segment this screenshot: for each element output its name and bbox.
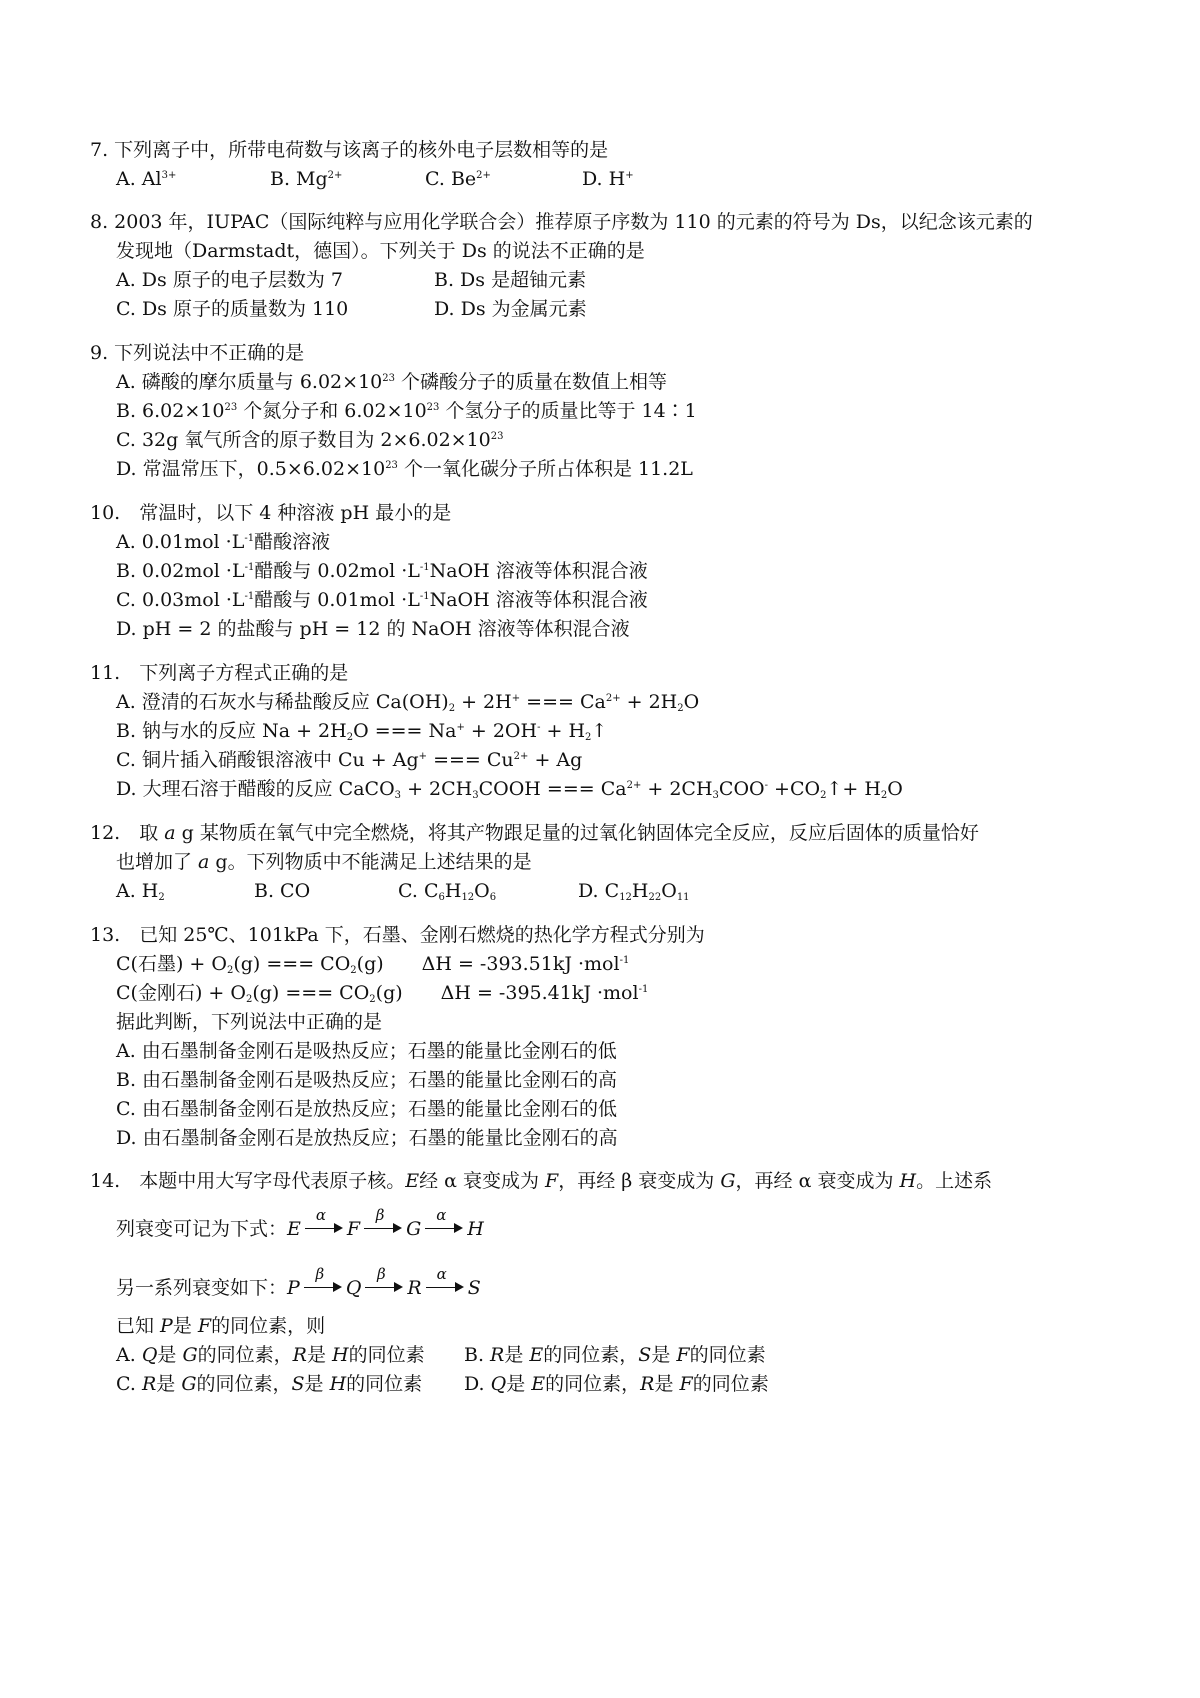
q11-stem: [90, 660, 348, 686]
q9-option-a: [116, 369, 667, 395]
subscript: 3: [472, 790, 479, 801]
arrow-head: [394, 1282, 403, 1292]
arrow-head: [334, 1223, 343, 1233]
q11-stem-text: 11. 下列离子方程式正确的是: [90, 662, 349, 684]
q13-option-a: [116, 1038, 617, 1064]
arrow-head: [455, 1282, 464, 1292]
q8-stem-line1: [90, 209, 1033, 235]
q10-option-d-text: D. pH = 2 的盐酸与 pH = 12 的 NaOH 溶液等体积混合液: [116, 618, 630, 640]
subscript: 2: [245, 994, 253, 1005]
text-run: + 2OH: [464, 720, 538, 742]
charge-sup: 2+: [327, 170, 343, 181]
q13-option-a-text: A. 由石墨制备金刚石是吸热反应；石墨的能量比金刚石的低: [116, 1040, 617, 1062]
nucleus-symbol: H: [467, 1218, 484, 1240]
text-run: 14. 本题中用大写字母代表原子核。: [90, 1170, 406, 1192]
text-run: O: [887, 778, 903, 800]
text-run: 醋酸与 0.01mol ·L: [254, 589, 420, 611]
decay-label: β: [377, 1265, 386, 1283]
charge-sup: -: [764, 780, 768, 791]
text-run: A. 0.01mol ·L: [116, 531, 245, 553]
text-run: (g) ΔH = -395.41kJ ·mol: [375, 982, 639, 1004]
nucleus-symbol: E: [287, 1218, 301, 1240]
decay-arrow: [305, 1206, 343, 1237]
arrow-head: [454, 1223, 463, 1233]
text-run: + H: [540, 720, 586, 742]
nucleus-symbol: G: [181, 1373, 197, 1395]
q7-option-c: [425, 166, 491, 192]
text-run: H: [444, 880, 462, 902]
q10-option-d: [116, 616, 630, 642]
nucleus-symbol: S: [638, 1344, 652, 1366]
nucleus-symbol: G: [406, 1218, 422, 1240]
text-run: D.: [464, 1373, 491, 1395]
q9-stem: [90, 340, 304, 366]
q13-option-c-text: C. 由石墨制备金刚石是放热反应；石墨的能量比金刚石的低: [116, 1098, 617, 1120]
nucleus-symbol: S: [467, 1277, 481, 1299]
text-run: COOH === Ca: [478, 778, 627, 800]
text-run: 经 α 衰变成为: [419, 1170, 546, 1192]
q8-stem-line2: [116, 238, 645, 264]
nucleus-symbol: F: [197, 1315, 212, 1337]
subscript: 2: [880, 790, 888, 801]
q12-option-c: [398, 878, 496, 904]
q9-option-c: [116, 427, 504, 453]
q7-option-a: [116, 166, 176, 192]
text-run: 是: [654, 1373, 680, 1395]
charge-sup: +: [511, 693, 521, 704]
q8-option-a-text: A. Ds 原子的电子层数为 7: [116, 269, 343, 291]
q9-stem-text: 9. 下列说法中不正确的是: [90, 342, 305, 364]
subscript: 6: [438, 892, 445, 903]
text-run: O: [474, 880, 490, 902]
q13-option-b-text: B. 由石墨制备金刚石是吸热反应；石墨的能量比金刚石的高: [116, 1069, 618, 1091]
q13-option-b: [116, 1067, 617, 1093]
text-run: (g) ΔH = -393.51kJ ·mol: [356, 953, 620, 975]
exponent-sup: 23: [385, 460, 398, 471]
nucleus-symbol: F: [545, 1170, 559, 1192]
q12-option-a: [116, 878, 165, 904]
nucleus-symbol: F: [676, 1344, 690, 1366]
text-run: 也增加了: [116, 851, 199, 873]
nucleus-symbol: E: [405, 1170, 420, 1192]
q7-option-b-text: B. Mg: [270, 168, 328, 190]
subscript: 2: [585, 732, 592, 743]
text-run: 的同位素: [346, 1373, 423, 1395]
text-run: + 2CH: [401, 778, 473, 800]
q13-stem: [90, 922, 705, 948]
nucleus-symbol: H: [899, 1170, 917, 1192]
text-run: B. 6.02×10: [116, 400, 225, 422]
nucleus-symbol: G: [720, 1170, 736, 1192]
text-run: 是: [506, 1373, 532, 1395]
charge-sup: 2+: [605, 693, 621, 704]
exponent-sup: 23: [490, 431, 504, 442]
text-run: ，再经 β 衰变成为: [558, 1170, 721, 1192]
arrow-shaft: [305, 1228, 337, 1229]
nucleus-symbol: S: [291, 1373, 305, 1395]
text-run: === Cu: [427, 749, 514, 771]
text-run: (g) === CO: [252, 982, 370, 1004]
decay-arrow: [304, 1265, 342, 1296]
q11-option-a: [116, 689, 699, 715]
subscript: 3: [394, 790, 402, 801]
q8-option-b-text: B. Ds 是超铀元素: [434, 269, 587, 291]
text-run: ↑+ H: [826, 778, 881, 800]
arrow-head: [333, 1282, 342, 1292]
text-run: 的同位素: [348, 1344, 425, 1366]
q12-stem-line1: [90, 820, 979, 846]
text-run: NaOH 溶液等体积混合液: [429, 560, 648, 582]
arrow-shaft: [365, 1287, 397, 1288]
subscript: 3: [712, 790, 719, 801]
text-run: 的同位素，: [196, 1373, 292, 1395]
q14-decay-chain-1: [116, 1206, 484, 1242]
decay-arrow: [365, 1265, 403, 1296]
q14-stem-line1: [90, 1168, 992, 1194]
q9-option-d: [116, 456, 693, 482]
charge-sup: 2+: [513, 751, 529, 762]
nucleus-symbol: H: [332, 1344, 349, 1366]
q14-option-c: [116, 1371, 422, 1397]
q11-option-d: [116, 776, 903, 802]
decay-arrow: [425, 1206, 463, 1237]
q7-option-b: [270, 166, 342, 192]
text-run: D. C: [578, 880, 620, 902]
text-run: +CO: [768, 778, 821, 800]
text-run: 是: [156, 1373, 182, 1395]
q12-option-b-text: B. CO: [254, 880, 311, 902]
charge-sup: -: [537, 722, 541, 733]
text-run: 个一氧化碳分子所占体积是 11.2L: [397, 458, 693, 480]
q10-stem-text: 10. 常温时，以下 4 种溶液 pH 最小的是: [90, 502, 452, 524]
q8-option-b: [434, 267, 586, 293]
q13-option-d-text: D. 由石墨制备金刚石是放热反应；石墨的能量比金刚石的高: [116, 1127, 618, 1149]
q10-option-a: [116, 529, 330, 555]
decay-label: α: [436, 1206, 447, 1224]
subscript: 6: [489, 892, 497, 903]
text-run: 是: [157, 1344, 183, 1366]
q7-option-d-text: D. H: [582, 168, 626, 190]
exponent-sup: 23: [224, 402, 238, 413]
subscript: 2: [346, 732, 354, 743]
text-run: 个氮分子和 6.02×10: [237, 400, 427, 422]
text-run: C. 0.03mol ·L: [116, 589, 245, 611]
charge-sup: 3+: [161, 170, 177, 181]
text-run: ，再经 α 衰变成为: [735, 1170, 900, 1192]
q8-option-d: [434, 296, 587, 322]
q7-option-c-text: C. Be: [425, 168, 477, 190]
nucleus-symbol: Q: [141, 1344, 158, 1366]
q14-option-a: [116, 1342, 425, 1368]
q12-stem-line2: [116, 849, 532, 875]
text-run: 个氢分子的质量比等于 14∶1: [439, 400, 697, 422]
charge-sup: 2+: [626, 780, 642, 791]
exponent-sup: 23: [382, 373, 395, 384]
nucleus-symbol: P: [287, 1277, 300, 1299]
q14-decay-chain-2: [116, 1265, 481, 1301]
text-run: === Ca: [520, 691, 606, 713]
q10-option-c: [116, 587, 648, 613]
text-run: C. C: [398, 880, 439, 902]
subscript: 2: [448, 703, 456, 714]
q7-stem: [90, 137, 608, 163]
text-run: B.: [464, 1344, 491, 1366]
text-run: 另一系列衰变如下：: [116, 1277, 288, 1299]
subscript: 2: [158, 892, 165, 903]
decay-label: β: [315, 1265, 325, 1283]
text-run: A. H: [116, 880, 159, 902]
text-run: 列衰变可记为下式：: [116, 1218, 288, 1240]
exponent-sup: 23: [426, 402, 440, 413]
text-run: 已知: [116, 1315, 161, 1337]
variable-a: a: [198, 851, 210, 873]
text-run: + 2CH: [641, 778, 713, 800]
q14-known: [116, 1313, 325, 1339]
charge-sup: +: [456, 722, 465, 733]
q14-option-b: [464, 1342, 766, 1368]
q8-option-c: [116, 296, 348, 322]
q13-equation-graphite: [116, 951, 629, 977]
charge-sup: 2+: [476, 170, 491, 181]
decay-label: β: [375, 1206, 385, 1224]
nucleus-symbol: R: [407, 1277, 422, 1299]
exponent-sup: -1: [244, 562, 255, 573]
text-run: O === Na: [353, 720, 457, 742]
text-run: C(金刚石) + O: [116, 982, 246, 1004]
text-run: g 某物质在氧气中完全燃烧，将其产物跟足量的过氧化钠固体完全反应，反应后固体的质量恰好: [175, 822, 979, 844]
arrow-shaft: [426, 1287, 458, 1288]
text-run: 的同位素，: [543, 1344, 639, 1366]
subscript: 2: [369, 994, 376, 1005]
exponent-sup: -1: [244, 591, 255, 602]
nucleus-symbol: E: [531, 1373, 546, 1395]
q8-option-a: [116, 267, 343, 293]
text-run: 是: [504, 1344, 530, 1366]
q10-stem: [90, 500, 451, 526]
text-run: O: [661, 880, 677, 902]
text-run: C(石墨) + O: [116, 953, 227, 975]
q11-option-c: [116, 747, 582, 773]
charge-sup: +: [418, 751, 428, 762]
nucleus-symbol: Q: [345, 1277, 362, 1299]
nucleus-symbol: Q: [490, 1373, 507, 1395]
text-run: 。上述系: [916, 1170, 993, 1192]
q8-option-d-text: D. Ds 为金属元素: [434, 298, 587, 320]
exponent-sup: -1: [419, 591, 430, 602]
nucleus-symbol: R: [640, 1373, 655, 1395]
decay-arrow: [426, 1265, 464, 1296]
variable-a: a: [164, 822, 176, 844]
charge-sup: +: [625, 170, 634, 181]
text-run: 醋酸与 0.02mol ·L: [254, 560, 420, 582]
text-run: 12. 取: [90, 822, 165, 844]
text-run: B. 钠与水的反应 Na + 2H: [116, 720, 347, 742]
q13-option-c: [116, 1096, 617, 1122]
exponent-sup: -1: [638, 984, 649, 995]
subscript: 11: [676, 892, 690, 903]
text-run: 是: [651, 1344, 677, 1366]
text-run: g。下列物质中不能满足上述结果的是: [209, 851, 532, 873]
q13-stem-text: 13. 已知 25℃、101kPa 下，石墨、金刚石燃烧的热化学方程式分别为: [90, 924, 705, 946]
q11-option-b: [116, 718, 607, 744]
decay-label: α: [315, 1206, 326, 1224]
nucleus-symbol: F: [346, 1218, 361, 1240]
subscript: 2: [677, 703, 684, 714]
nucleus-symbol: R: [141, 1373, 157, 1395]
exponent-sup: -1: [619, 955, 630, 966]
arrow-shaft: [425, 1228, 457, 1229]
arrow-head: [393, 1223, 402, 1233]
text-run: 的同位素: [689, 1344, 766, 1366]
text-run: C. 铜片插入硝酸银溶液中 Cu + Ag: [116, 749, 419, 771]
q7-option-d: [582, 166, 634, 192]
text-run: 的同位素，: [545, 1373, 641, 1395]
q12-option-d: [578, 878, 690, 904]
q10-option-b: [116, 558, 648, 584]
q8-stem-text2: 发现地（Darmstadt，德国）。下列关于 Ds 的说法不正确的是: [116, 240, 645, 262]
text-run: O: [683, 691, 700, 713]
exponent-sup: -1: [244, 533, 255, 544]
text-run: 的同位素: [692, 1373, 769, 1395]
q7-stem-text: 7. 下列离子中，所带电荷数与该离子的核外电子层数相等的是: [90, 139, 609, 161]
subscript: 2: [226, 965, 234, 976]
text-run: 醋酸溶液: [254, 531, 331, 553]
q13-equation-diamond: [116, 980, 648, 1006]
text-run: (g) === CO: [233, 953, 351, 975]
nucleus-symbol: R: [490, 1344, 505, 1366]
exponent-sup: -1: [419, 562, 430, 573]
text-run: + 2H: [455, 691, 512, 713]
text-run: A. 澄清的石灰水与稀盐酸反应 Ca(OH): [116, 691, 449, 713]
decay-label: α: [436, 1265, 447, 1283]
nucleus-symbol: E: [529, 1344, 544, 1366]
text-run: 个磷酸分子的质量在数值上相等: [394, 371, 668, 393]
q13-judge: [116, 1009, 382, 1035]
text-run: 是: [306, 1344, 332, 1366]
nucleus-symbol: H: [329, 1373, 347, 1395]
text-run: B. 0.02mol ·L: [116, 560, 245, 582]
subscript: 2: [350, 965, 357, 976]
decay-arrow: [364, 1206, 402, 1237]
text-run: + Ag: [528, 749, 583, 771]
q8-stem-text1: 8. 2003 年，IUPAC（国际纯粹与应用化学联合会）推荐原子序数为 110 的元素的符号为 Ds，以纪念该元素的: [90, 211, 1033, 233]
text-run: C. 32g 氧气所含的原子数目为 2×6.02×10: [116, 429, 491, 451]
nucleus-symbol: F: [679, 1373, 693, 1395]
text-run: 是: [172, 1315, 198, 1337]
gas-arrow: ↑: [591, 720, 608, 742]
text-run: 是: [304, 1373, 330, 1395]
arrow-shaft: [364, 1228, 396, 1229]
subscript: 22: [648, 892, 662, 903]
q13-judge-text: 据此判断，下列说法中正确的是: [116, 1011, 383, 1033]
subscript: 12: [461, 892, 475, 903]
arrow-shaft: [304, 1287, 336, 1288]
nucleus-symbol: P: [160, 1315, 173, 1337]
text-run: D. 常温常压下，0.5×6.02×10: [116, 458, 386, 480]
text-run: H: [631, 880, 649, 902]
text-run: A. 磷酸的摩尔质量与 6.02×10: [116, 371, 383, 393]
q7-option-a-text: A. Al: [116, 168, 162, 190]
text-run: D. 大理石溶于醋酸的反应 CaCO: [116, 778, 395, 800]
text-run: A.: [116, 1344, 142, 1366]
nucleus-symbol: R: [292, 1344, 307, 1366]
text-run: + 2H: [620, 691, 678, 713]
q14-option-d: [464, 1371, 769, 1397]
nucleus-symbol: G: [182, 1344, 198, 1366]
q8-option-c-text: C. Ds 原子的质量数为 110: [116, 298, 349, 320]
text-run: 的同位素，则: [211, 1315, 326, 1337]
text-run: NaOH 溶液等体积混合液: [429, 589, 648, 611]
text-run: 的同位素，: [197, 1344, 293, 1366]
q9-option-b: [116, 398, 697, 424]
text-run: C.: [116, 1373, 142, 1395]
subscript: 12: [619, 892, 632, 903]
q12-option-b: [254, 878, 310, 904]
q13-option-d: [116, 1125, 618, 1151]
subscript: 2: [820, 790, 827, 801]
text-run: COO: [718, 778, 765, 800]
